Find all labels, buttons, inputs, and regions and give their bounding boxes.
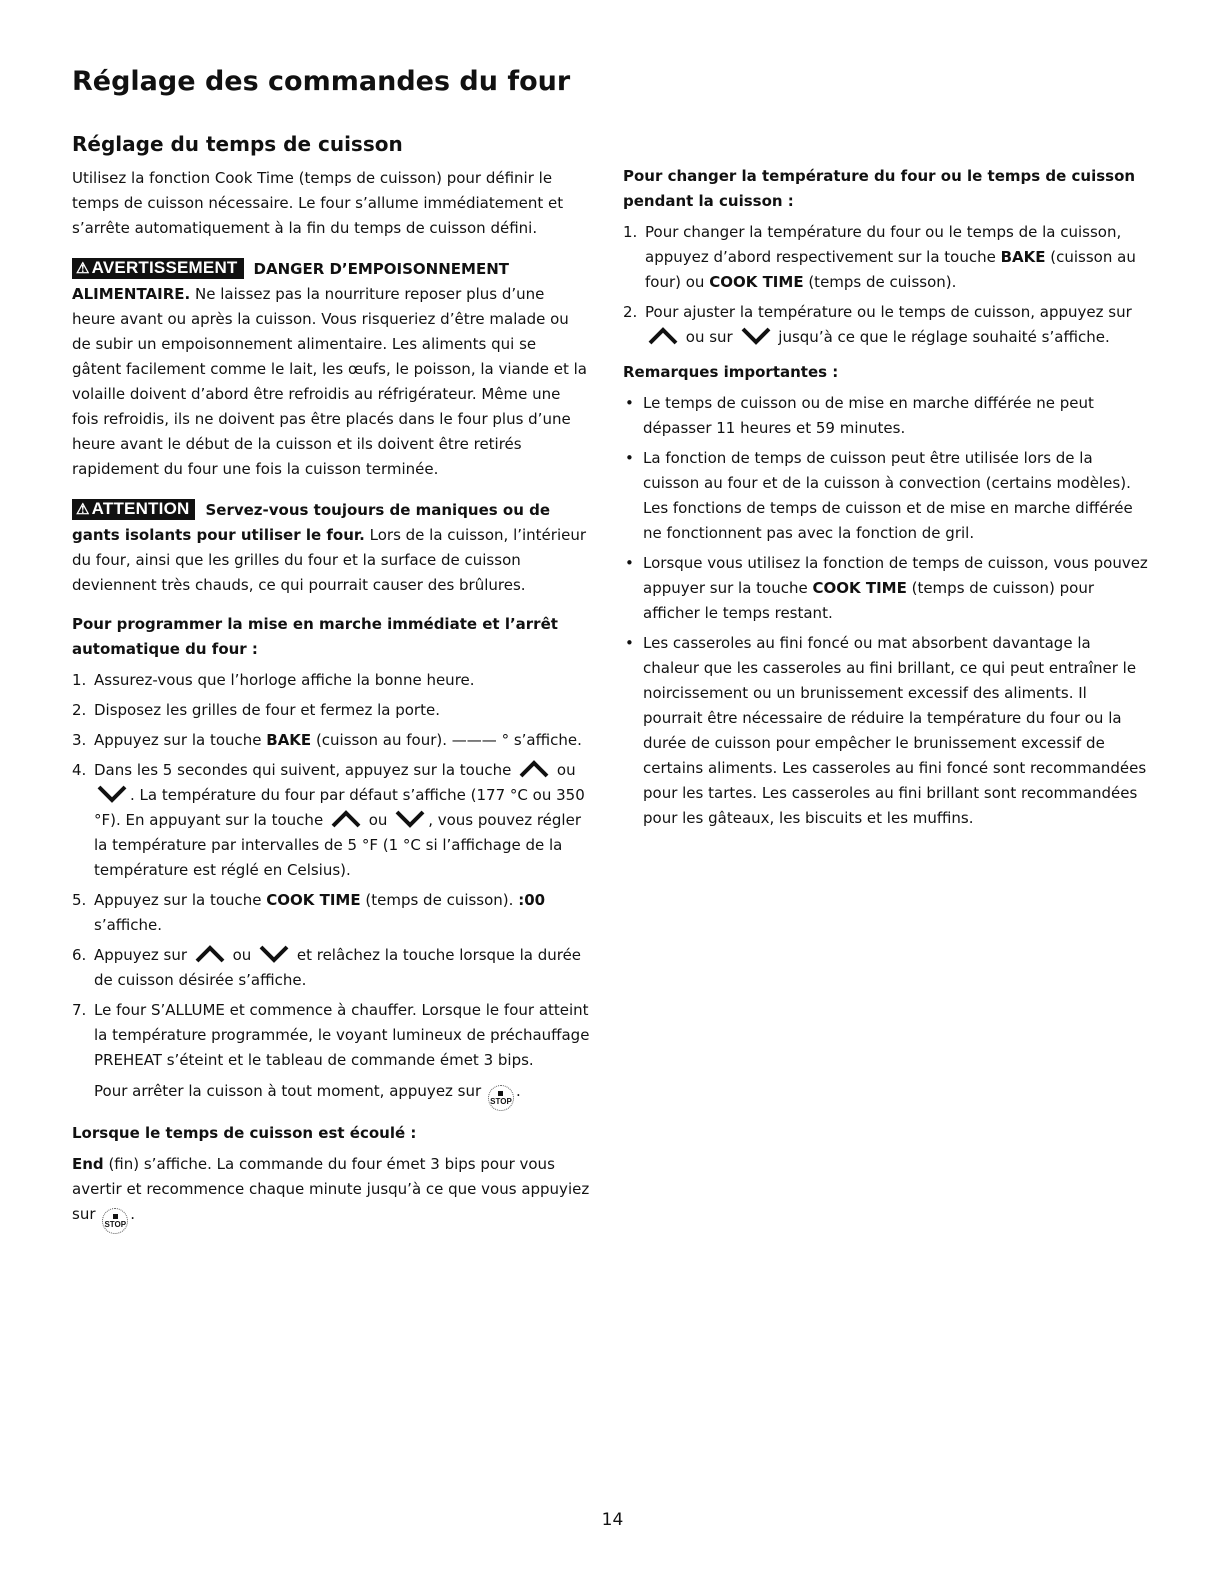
chevron-down-icon: [741, 327, 771, 345]
bullet: •: [625, 554, 634, 572]
list-item: [72, 888, 590, 938]
step-text: Appuyez sur la touche: [94, 891, 267, 909]
change-steps: [623, 220, 1148, 350]
bullet: •: [625, 394, 634, 412]
end-text: (fin) s’affiche. La commande du four émet 3 bips pour vous avertir et recommence chaque minute jusqu’à ce que vous appuyiez sur: [72, 1155, 590, 1223]
step-text: Assurez-vous que l’horloge affiche la bonne heure.: [94, 671, 475, 689]
caution-triangle-icon: ⚠: [76, 501, 90, 518]
note-text: Le temps de cuisson ou de mise en marche différée ne peut dépasser 11 heures et 59 minutes.: [643, 394, 1094, 437]
warning-text: Ne laissez pas la nourriture reposer plus d’une heure avant ou après la cuisson. Vous risqueriez d’être malade ou de subir un empoisonnement alimentaire. Les aliments qui se gâtent facilement comme le lait, les œufs, le poisson, la viande et la volaille doivent d’abord être refroidis au réfrigérateur. Même une fois refroidis, ils ne doivent pas être placés dans le four plus d’une heure avant le début de la cuisson et ils doivent être retirés rapidement du four une fois la cuisson terminée.: [72, 285, 587, 478]
step-text: Appuyez sur la touche: [94, 731, 267, 749]
cook-time-key-label: COOK TIME: [812, 579, 907, 597]
warning-title: DANGER D’EMPOISONNEMENT ALIMENTAIRE.: [72, 260, 509, 303]
step-number: 1.: [623, 223, 638, 241]
stop-button-icon: [488, 1085, 514, 1111]
step-text: Disposez les grilles de four et fermez la porte.: [94, 701, 440, 719]
chevron-down-icon: [395, 810, 425, 828]
cook-time-key-label: COOK TIME: [266, 891, 361, 909]
warning-badge: [72, 258, 244, 279]
note-text: Lorsque vous utilisez la fonction de temps de cuisson, vous pouvez appuyer sur la touche: [643, 554, 1148, 597]
note-text: (temps de cuisson) pour afficher le temps restant.: [643, 579, 1095, 622]
program-steps: [72, 668, 590, 1111]
list-item: [72, 668, 590, 693]
step-text: ou: [368, 811, 388, 829]
caution-badge: [72, 499, 195, 520]
step-number: 2.: [623, 303, 638, 321]
caution-title: Servez-vous toujours de maniques ou de gants isolants pour utiliser le four.: [72, 501, 551, 544]
step-number: 2.: [72, 701, 87, 719]
end-heading: Lorsque le temps de cuisson est écoulé :: [72, 1124, 417, 1142]
list-item: [623, 300, 1148, 350]
step-number: 7.: [72, 1001, 87, 1019]
stop-note: Pour arrêter la cuisson à tout moment, appuyez sur STOP.: [94, 1079, 590, 1111]
list-item: [72, 998, 590, 1111]
step-text: Appuyez sur: [94, 946, 188, 964]
end-paragraph: End (fin) s’affiche. La commande du four émet 3 bips pour vous avertir et recommence chaque minute jusqu’à ce que vous appuyiez sur STOP.: [72, 1152, 590, 1234]
step-text: Dans les 5 secondes qui suivent, appuyez sur la touche: [94, 761, 512, 779]
bake-key-label: BAKE: [266, 731, 312, 749]
list-item: [623, 446, 1148, 546]
warning-triangle-icon: ⚠: [76, 260, 90, 277]
list-item: [72, 943, 590, 993]
cook-time-key-label: COOK TIME: [709, 273, 804, 291]
note-text: La fonction de temps de cuisson peut être utilisée lors de la cuisson au four et de la cuisson à convection (certains modèles). Les fonctions de temps de cuisson et de mise en marche différée ne fonctionnent pas avec la fonction de gril.: [643, 449, 1133, 542]
end-display-label: End: [72, 1155, 104, 1173]
chevron-up-icon: [648, 327, 678, 345]
chevron-up-icon: [331, 810, 361, 828]
chevron-up-icon: [195, 945, 225, 963]
chevron-down-icon: [259, 945, 289, 963]
step-text: Pour changer la température du four ou le temps de la cuisson, appuyez d’abord respectivement sur la touche: [645, 223, 1122, 266]
stop-label: STOP: [104, 1220, 127, 1229]
notes-heading: Remarques importantes :: [623, 363, 839, 381]
bullet: •: [625, 634, 634, 652]
step-text: ou sur: [685, 328, 733, 346]
left-column: [72, 130, 590, 1246]
section-title: Réglage du temps de cuisson: [72, 132, 403, 156]
intro-paragraph: Utilisez la fonction Cook Time (temps de cuisson) pour définir le temps de cuisson nécessaire. Le four s’allume immédiatement et s’arrête automatiquement à la fin du temps de cuisson défini.: [72, 169, 564, 237]
page-number: 14: [601, 1510, 624, 1530]
display-readout: :00: [518, 891, 546, 909]
step-text: Pour ajuster la température ou le temps de cuisson, appuyez sur: [645, 303, 1132, 321]
step-text: jusqu’à ce que le réglage souhaité s’affiche.: [778, 328, 1110, 346]
step-text: (temps de cuisson).: [803, 273, 957, 291]
step-number: 4.: [72, 761, 87, 779]
notes-list: [623, 391, 1148, 831]
list-item: [623, 391, 1148, 441]
caution-badge-label: ATTENTION: [91, 499, 190, 518]
page-title: Réglage des commandes du four: [72, 66, 571, 97]
chevron-up-icon: [519, 760, 549, 778]
step-number: 5.: [72, 891, 87, 909]
change-heading: Pour changer la température du four ou le temps de cuisson pendant la cuisson :: [623, 167, 1136, 210]
step-text: , vous pouvez régler la température par intervalles de 5 °F (1 °C si l’affichage de la température est réglé en Celsius).: [94, 811, 581, 879]
list-item: [72, 728, 590, 753]
caution-text: Lors de la cuisson, l’intérieur du four, ainsi que les grilles du four et la surface de cuisson deviennent très chauds, ce qui pourrait causer des brûlures.: [72, 526, 587, 594]
step-number: 1.: [72, 671, 87, 689]
step-text: Le four S’ALLUME et commence à chauffer. Lorsque le four atteint la température programmée, le voyant lumineux de préchauffage PREHEAT s’éteint et le tableau de commande émet 3 bips.: [94, 1001, 590, 1069]
list-item: [623, 631, 1148, 831]
step-text: (cuisson au four). ——— ° s’affiche.: [311, 731, 582, 749]
program-heading: Pour programmer la mise en marche immédiate et l’arrêt automatique du four :: [72, 615, 558, 658]
step-text: et relâchez la touche lorsque la durée de cuisson désirée s’affiche.: [94, 946, 582, 989]
step-text: ou: [556, 761, 576, 779]
step-number: 3.: [72, 731, 87, 749]
stop-button-icon: [102, 1208, 128, 1234]
list-item: [72, 758, 590, 883]
stop-label: STOP: [490, 1097, 512, 1106]
step-text: (temps de cuisson).: [360, 891, 519, 909]
stop-note-text: Pour arrêter la cuisson à tout moment, appuyez sur: [94, 1082, 482, 1100]
list-item: [623, 551, 1148, 626]
step-number: 6.: [72, 946, 87, 964]
warning-block: [72, 257, 590, 482]
step-text: s’affiche.: [94, 916, 163, 934]
step-text: ou: [232, 946, 252, 964]
caution-block: [72, 498, 590, 598]
warning-badge-label: AVERTISSEMENT: [91, 258, 238, 277]
list-item: [72, 698, 590, 723]
bake-key-label: BAKE: [1000, 248, 1046, 266]
right-column: [623, 164, 1148, 841]
chevron-down-icon: [97, 785, 127, 803]
step-text: . La température du four par défaut s’affiche (177 °C ou 350 °F). En appuyant sur la touche: [94, 786, 585, 829]
note-text: Les casseroles au fini foncé ou mat absorbent davantage la chaleur que les casseroles au fini brillant, ce qui peut entraîner le noircissement ou un brunissement excessif des aliments. Il pourrait être nécessaire de réduire la température du four ou la durée de cuisson pour empêcher le brunissement excessif de certains aliments. Les casseroles au fini foncé sont recommandées pour les tartes. Les casseroles au fini brillant sont recommandées pour les gâteaux, les biscuits et les muffins.: [643, 634, 1147, 827]
bullet: •: [625, 449, 634, 467]
list-item: [623, 220, 1148, 295]
step-text: (cuisson au four) ou: [645, 248, 1136, 291]
